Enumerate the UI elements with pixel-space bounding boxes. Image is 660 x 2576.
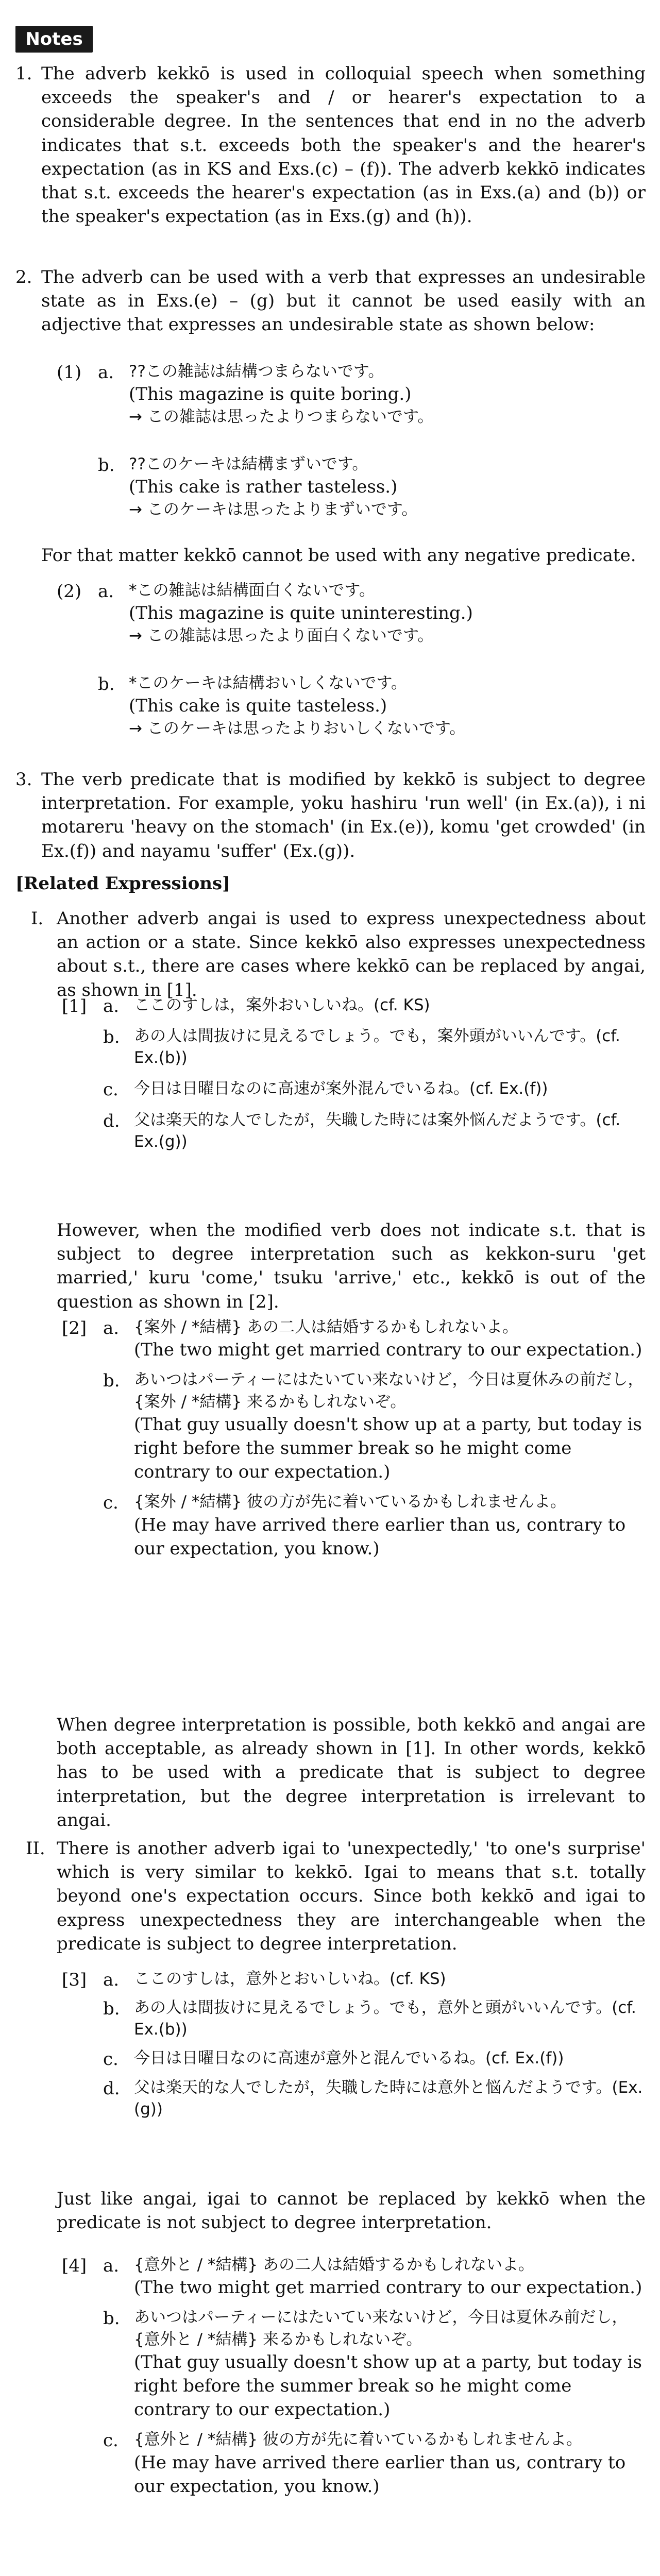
example-english: (The two might get married contrary to our expectation.) xyxy=(134,2277,642,2298)
example-japanese: *このケーキは結構おいしくないです。 xyxy=(129,674,408,692)
related-II xyxy=(15,1837,646,1956)
example-item xyxy=(103,1316,646,1362)
example-item xyxy=(103,1025,646,1069)
example-number: [1] xyxy=(62,996,87,1016)
example-text: ここのすしは，意外とおいしいね。(cf. KS) xyxy=(134,1970,446,1988)
example-text: 今日は日曜日なのに高速が案外混んでいるね。(cf. Ex.(f)) xyxy=(134,1079,548,1098)
example-4 xyxy=(62,2254,646,2498)
example-english: (That guy usually doesn't show up at a party, but today is right before the summer break so he might come contrary to our expectation.) xyxy=(134,1414,642,1483)
related-I-mid: However, when the modified verb does not indicate s.t. that is subject to degree interpretation such as kekkon-suru 'get married,' kuru 'come,' tsuku 'arrive,' etc., kekkō is out of the question as shown in [2]. xyxy=(57,1220,646,1312)
example-english: (That guy usually doesn't show up at a party, but today is right before the summer break so he might come contrary to our expectation.) xyxy=(134,2351,642,2420)
example-group-2 xyxy=(57,580,646,647)
note-text: The adverb kekkō is used in colloquial speech when something exceeds the speaker's and / or hearer's expectation to a considerable degree. In the sentences that end in no the adverb indicates that s.t. exceeds both the speaker's and the hearer's expectation (as in KS and Exs.(c) – (f)). The adverb kekkō indicates that s.t. exceeds the hearer's expectation (as in Exs.(a) and (b)) or the speaker's expectation (as in Exs.(g) and (h)). xyxy=(41,63,646,227)
example-number: [4] xyxy=(62,2256,87,2276)
example-label: c. xyxy=(103,2430,119,2451)
example-english: (This magazine is quite uninteresting.) xyxy=(129,603,473,624)
example-text: 今日は日曜日なのに高速が意外と混んでいるね。(cf. Ex.(f)) xyxy=(134,2049,564,2068)
example-item xyxy=(103,1968,646,1990)
example-text: {案外 / *結構} 彼の方が先に着いているかもしれませんよ。 xyxy=(134,1493,566,1512)
example-1 xyxy=(62,994,646,1153)
example-text: あの人は間抜けに見えるでしょう。でも，案外頭がいいんです。(cf. Ex.(b)) xyxy=(134,1027,620,1067)
note-number: 1. xyxy=(15,63,32,84)
example-english: (This cake is rather tasteless.) xyxy=(129,477,398,498)
example-english: (The two might get married contrary to our expectation.) xyxy=(134,1340,642,1361)
example-number: [2] xyxy=(62,1318,87,1338)
example-item xyxy=(103,2307,646,2421)
example-item xyxy=(103,1491,646,1561)
example-label: a. xyxy=(98,581,114,602)
example-label: d. xyxy=(103,2078,120,2099)
example-group-2b xyxy=(57,672,646,740)
example-item xyxy=(103,2429,646,2498)
example-label: c. xyxy=(103,1493,119,1514)
example-text: {意外と / *結構} 彼の方が先に着いているかもしれませんよ。 xyxy=(134,2430,582,2449)
example-label: b. xyxy=(98,455,115,476)
example-label: b. xyxy=(103,1998,120,2020)
example-item xyxy=(103,2077,646,2120)
example-label: a. xyxy=(103,2256,120,2276)
example-label: b. xyxy=(103,2308,120,2329)
note-1 xyxy=(15,62,646,229)
example-text: 父は楽天的な人でしたが，失職した時には意外と悩んだようです。(Ex.(g)) xyxy=(134,2078,643,2119)
related-I xyxy=(15,907,646,1002)
example-japanese: *この雑誌は結構面白くないです。 xyxy=(129,581,376,600)
section-intro: Another adverb angai is used to express unexpectedness about an action or a state. Since kekkō also expresses unexpectedness about s.t., there are cases where kekkō can be replaced by angai, as shown in [1]. xyxy=(57,908,646,1001)
note-text: The verb predicate that is modified by kekkō is subject to degree interpretation. For example, yoku hashiru 'run well' (in Ex.(a)), i ni motareru 'heavy on the stomach' (in Ex.(e)), komu 'get crowded' (in Ex.(f)) and nayamu 'suffer' (Ex.(g)). xyxy=(41,769,646,861)
example-2 xyxy=(62,1316,646,1561)
example-alternative: → このケーキは思ったよりおいしくないです。 xyxy=(129,719,466,738)
notes-badge: Notes xyxy=(15,26,93,53)
example-label: a. xyxy=(98,362,114,383)
example-label: c. xyxy=(103,2049,119,2070)
example-text: あいつはパーティーにはたいてい来ないけど，今日は夏休みの前だし，{案外 / *結構} 来るかもしれないぞ。 xyxy=(134,1370,644,1411)
example-english: (This cake is quite tasteless.) xyxy=(129,696,387,717)
note-2-mid: For that matter kekkō cannot be used with any negative predicate. xyxy=(41,545,636,566)
example-label: a. xyxy=(103,1970,120,1990)
example-text: ここのすしは，案外おいしいね。(cf. KS) xyxy=(134,996,430,1014)
example-number: (2) xyxy=(57,581,82,602)
example-item xyxy=(103,1078,646,1099)
example-japanese: ??このケーキは結構まずいです。 xyxy=(129,455,368,473)
example-alternative: → この雑誌は思ったより面白くないです。 xyxy=(129,626,434,646)
example-label: b. xyxy=(103,1370,120,1392)
section-number: I. xyxy=(31,908,44,929)
note-number: 2. xyxy=(15,267,32,287)
example-alternative: → このケーキは思ったよりまずいです。 xyxy=(129,500,418,519)
related-I-after: When degree interpretation is possible, both kekkō and angai are both acceptable, as already shown in [1]. In other words, kekkō has to be used with a predicate that is subject to degree interpretation, but the degree interpretation is irrelevant to angai. xyxy=(57,1715,646,1831)
example-text: {案外 / *結構} あの二人は結婚するかもしれないよ。 xyxy=(134,1318,518,1336)
example-number: [3] xyxy=(62,1970,87,1990)
example-label: a. xyxy=(103,1318,120,1338)
example-label: d. xyxy=(103,1110,120,1131)
example-item xyxy=(103,1369,646,1484)
example-item xyxy=(103,2047,646,2069)
example-alternative: → この雑誌は思ったよりつまらないです。 xyxy=(129,408,434,427)
related-II-mid: Just like angai, igai to cannot be replaced by kekkō when the predicate is not subject to degree interpretation. xyxy=(57,2189,646,2233)
example-item xyxy=(103,1997,646,2040)
example-item xyxy=(103,994,646,1016)
example-group-1 xyxy=(57,361,646,428)
example-english: (This magazine is quite boring.) xyxy=(129,384,412,405)
example-text: 父は楽天的な人でしたが，失職した時には案外悩んだようです。(cf. Ex.(g)) xyxy=(134,1110,621,1151)
related-expressions-heading: [Related Expressions] xyxy=(15,873,231,894)
example-english: (He may have arrived there earlier than us, contrary to our expectation, you know.) xyxy=(134,2452,626,2497)
example-label: c. xyxy=(103,1079,119,1100)
example-japanese: ??この雑誌は結構つまらないです。 xyxy=(129,362,384,381)
example-label: a. xyxy=(103,996,120,1016)
example-text: あの人は間抜けに見えるでしょう。でも，意外と頭がいいんです。(cf. Ex.(b)) xyxy=(134,1998,636,2039)
example-label: b. xyxy=(103,1027,120,1048)
note-3 xyxy=(15,768,646,863)
example-item xyxy=(103,2254,646,2299)
note-text: The adverb can be used with a verb that expresses an undesirable state as in Exs.(e) – (g) but it cannot be used easily with an adjective that expresses an undesirable state as shown below: xyxy=(41,267,646,335)
example-group-1b xyxy=(57,453,646,521)
section-intro: There is another adverb igai to 'unexpectedly,' 'to one's surprise' which is very similar to kekkō. Igai to means that s.t. totally beyond one's expectation occurs. Since both kekkō and igai to express unexpectedness they are interchangeable when the predicate is subject to degree interpretation. xyxy=(57,1838,646,1954)
section-number: II. xyxy=(26,1838,45,1859)
note-number: 3. xyxy=(15,769,32,790)
example-text: {意外と / *結構} あの二人は結婚するかもしれないよ。 xyxy=(134,2256,534,2274)
example-english: (He may have arrived there earlier than us, contrary to our expectation, you know.) xyxy=(134,1514,626,1559)
example-3 xyxy=(62,1968,646,2120)
example-text: あいつはパーティーにはたいてい来ないけど，今日は夏休み前だし，{意外と / *結構} 来るかもしれないぞ。 xyxy=(134,2308,628,2349)
example-label: b. xyxy=(98,674,115,694)
note-2 xyxy=(15,265,646,337)
example-item xyxy=(103,1109,646,1153)
example-number: (1) xyxy=(57,362,82,383)
